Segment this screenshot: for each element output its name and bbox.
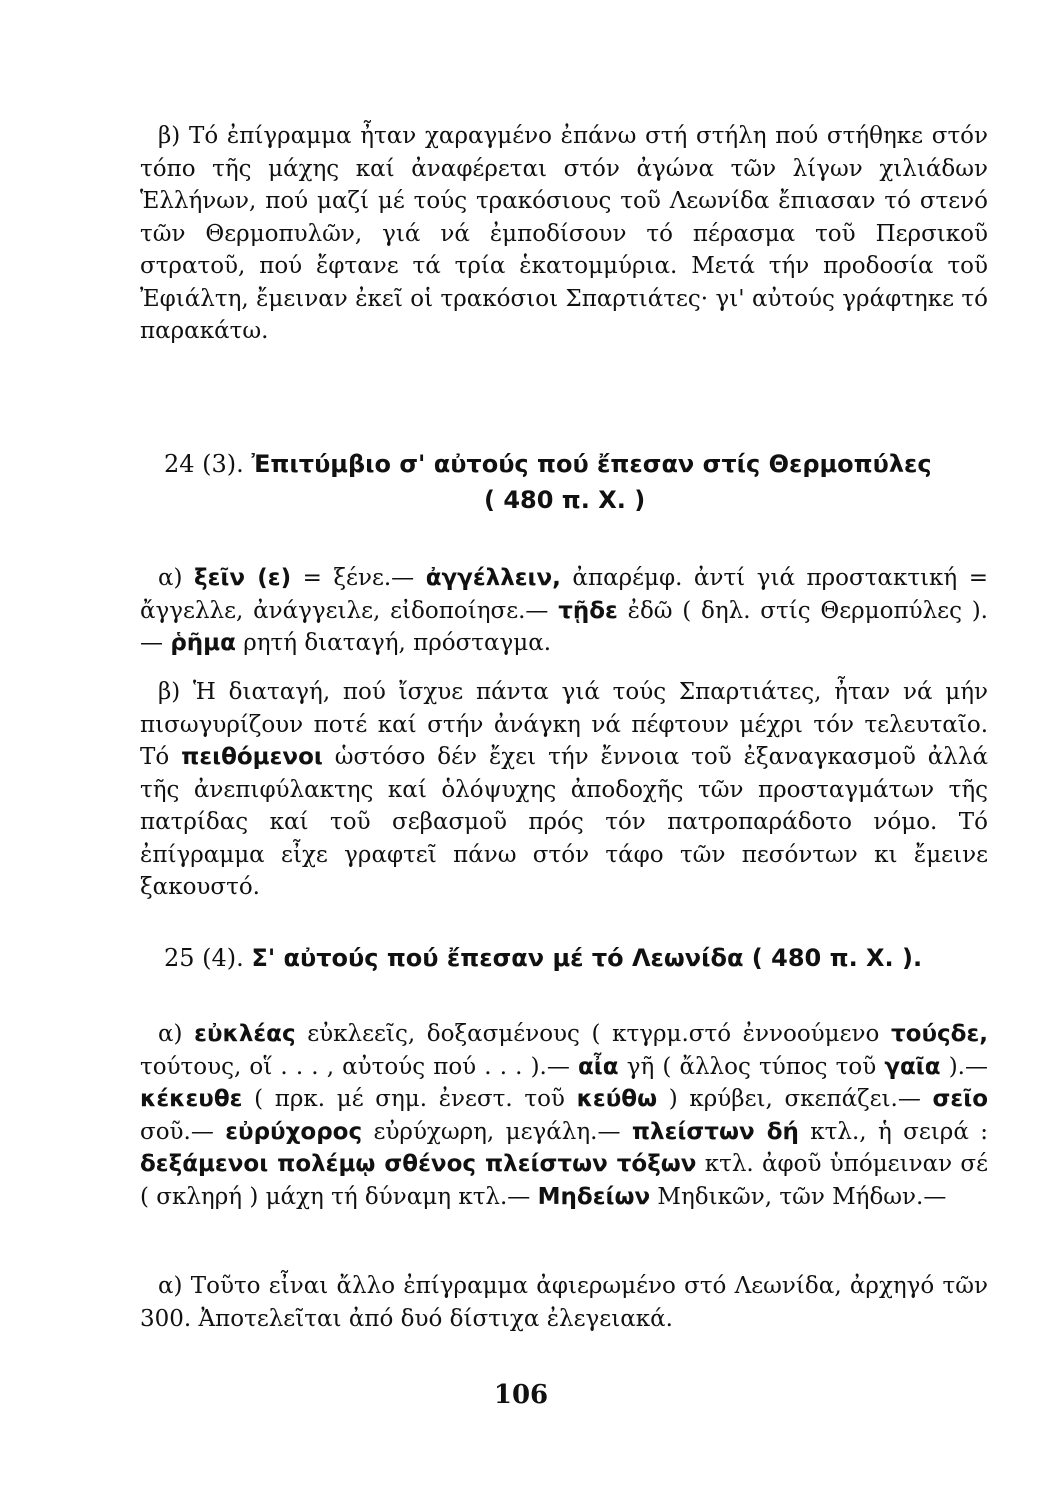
- paragraph-alpha-commentary-25: α) Τοῦτο εἶναι ἄλλο ἐπίγραμμα ἀφιερωμένο στό Λεωνίδα, ἀρχηγό τῶν 300. Ἀποτελεῖται ἀπό δυό δίστιχα ἐλεγειακά.: [140, 1273, 988, 1332]
- gloss-term: πλείστων δή: [631, 1118, 799, 1145]
- gloss-term: ῥῆμα: [170, 630, 236, 656]
- gloss-term: κεύθω: [576, 1086, 658, 1112]
- section-title: Σ' αὐτούς πού ἔπεσαν μέ τό Λεωνίδα ( 480 π. Χ. ).: [251, 944, 923, 972]
- section-number: 25 (4).: [164, 944, 244, 972]
- gloss-term: εὐρύχορος: [225, 1118, 363, 1145]
- gloss-term: πειθόμενοι: [181, 744, 323, 770]
- gloss-term: Μηδείων: [537, 1183, 651, 1210]
- gloss-term: ξεῖν (ε): [194, 565, 292, 591]
- paragraph-alpha-glossary-25: α) εὐκλέας εὐκλεεῖς, δοξασμένους ( κτγρμ.στό ἐννοούμενο τούςδε, τούτους, οἵ . . . , αὐτούς πού . . . ).— αἶα γῆ ( ἄλλος τύπος τοῦ γαῖα ).— κέκευθε ( πρκ. μέ σημ. ἐνεστ. τοῦ κεύθω ) κρύβει, σκεπάζει.— σεῖο σοῦ.— εὐρύχορος εὐρύχωρη, μεγάλη.— πλείστων δή κτλ., ἡ σειρά : δεξάμενοι πολέμῳ σθένος πλείστων τόξων κτλ. ἀφοῦ ὑπόμειναν σέ ( σκληρή ) μάχη τή δύναμη κτλ.— Μηδείων Μηδικῶν, τῶν Μήδων.—: [140, 1021, 989, 1210]
- gloss-term: κέκευθε: [140, 1086, 243, 1112]
- gloss-term: γαῖα: [884, 1053, 941, 1080]
- section-title: Ἐπιτύμβιο σ' αὐτούς πού ἔπεσαν στίς Θερμοπύλες: [251, 450, 932, 478]
- section-date: ( 480 π. Χ. ): [484, 486, 646, 514]
- section-number: 24 (3).: [164, 450, 244, 478]
- paragraph-beta-inscription: β) Τό ἐπίγραμμα ἦταν χαραγμένο ἐπάνω στή στήλη πού στήθηκε στόν τόπο τῆς μάχης καί ἀναφέρεται στόν ἀγώνα τῶν λίγων χιλιάδων Ἑλλήνων, πού μαζί μέ τούς τρακόσιους τοῦ Λεωνίδα ἔπιασαν τό στενό τῶν Θερμοπυλῶν, γιά νά ἐμποδίσουν τό πέρασμα τοῦ Περσικοῦ στρατοῦ, πού ἔφτανε τά τρία ἑκατομμύρια. Μετά τήν προδοσία τοῦ Ἐφιάλτη, ἔμειναν ἐκεῖ οἱ τρακόσιοι Σπαρτιάτες· γι' αὐτούς γράφτηκε τό παρακάτω.: [140, 123, 988, 344]
- gloss-term: ἀγγέλλειν,: [425, 565, 561, 591]
- section-heading-24: [164, 446, 994, 518]
- gloss-term: σεῖο: [932, 1086, 988, 1112]
- paragraph-beta-commentary-24: β) Ἡ διαταγή, πού ἴσχυε πάντα γιά τούς Σπαρτιάτες, ἦταν νά μήν πισωγυρίζουν ποτέ καί στήν ἀνάγκη νά πέφτουν μέχρι τόν τελευταῖο. Τό πειθόμενοι ὡστόσο δέν ἔχει τήν ἔννοια τοῦ ἐξαναγκασμοῦ ἀλλά τῆς ἀνεπιφύλακτης καί ὁλόψυχης ἀποδοχῆς τῶν προσταγμάτων τῆς πατρίδας καί τοῦ σεβασμοῦ πρός τόν πατροπαράδοτο νόμο. Τό ἐπίγραμμα εἶχε γραφτεῖ πάνω στόν τάφο τῶν πεσόντων κι ἔμεινε ξακουστό.: [140, 679, 988, 900]
- gloss-term: τούςδε,: [891, 1021, 988, 1047]
- section-heading-25: [164, 940, 994, 976]
- page-number: 106: [493, 1380, 549, 1410]
- gloss-term: εὐκλέας: [194, 1021, 296, 1047]
- gloss-term: τῇδε: [558, 597, 618, 624]
- paragraph-alpha-glossary-24: α) ξεῖν (ε) = ξένε.— ἀγγέλλειν, ἀπαρέμφ. ἀντί γιά προστακτική = ἄγγελλε, ἀνάγγειλε, εἰδοποίησε.— τῇδε ἐδῶ ( δηλ. στίς Θερμοπύλες ).— ῥῆμα ρητή διαταγή, πρόσταγμα.: [140, 565, 989, 656]
- gloss-term: δεξάμενοι πολέμῳ σθένος πλείστων τόξων: [140, 1151, 697, 1177]
- gloss-term: αἶα: [578, 1053, 619, 1080]
